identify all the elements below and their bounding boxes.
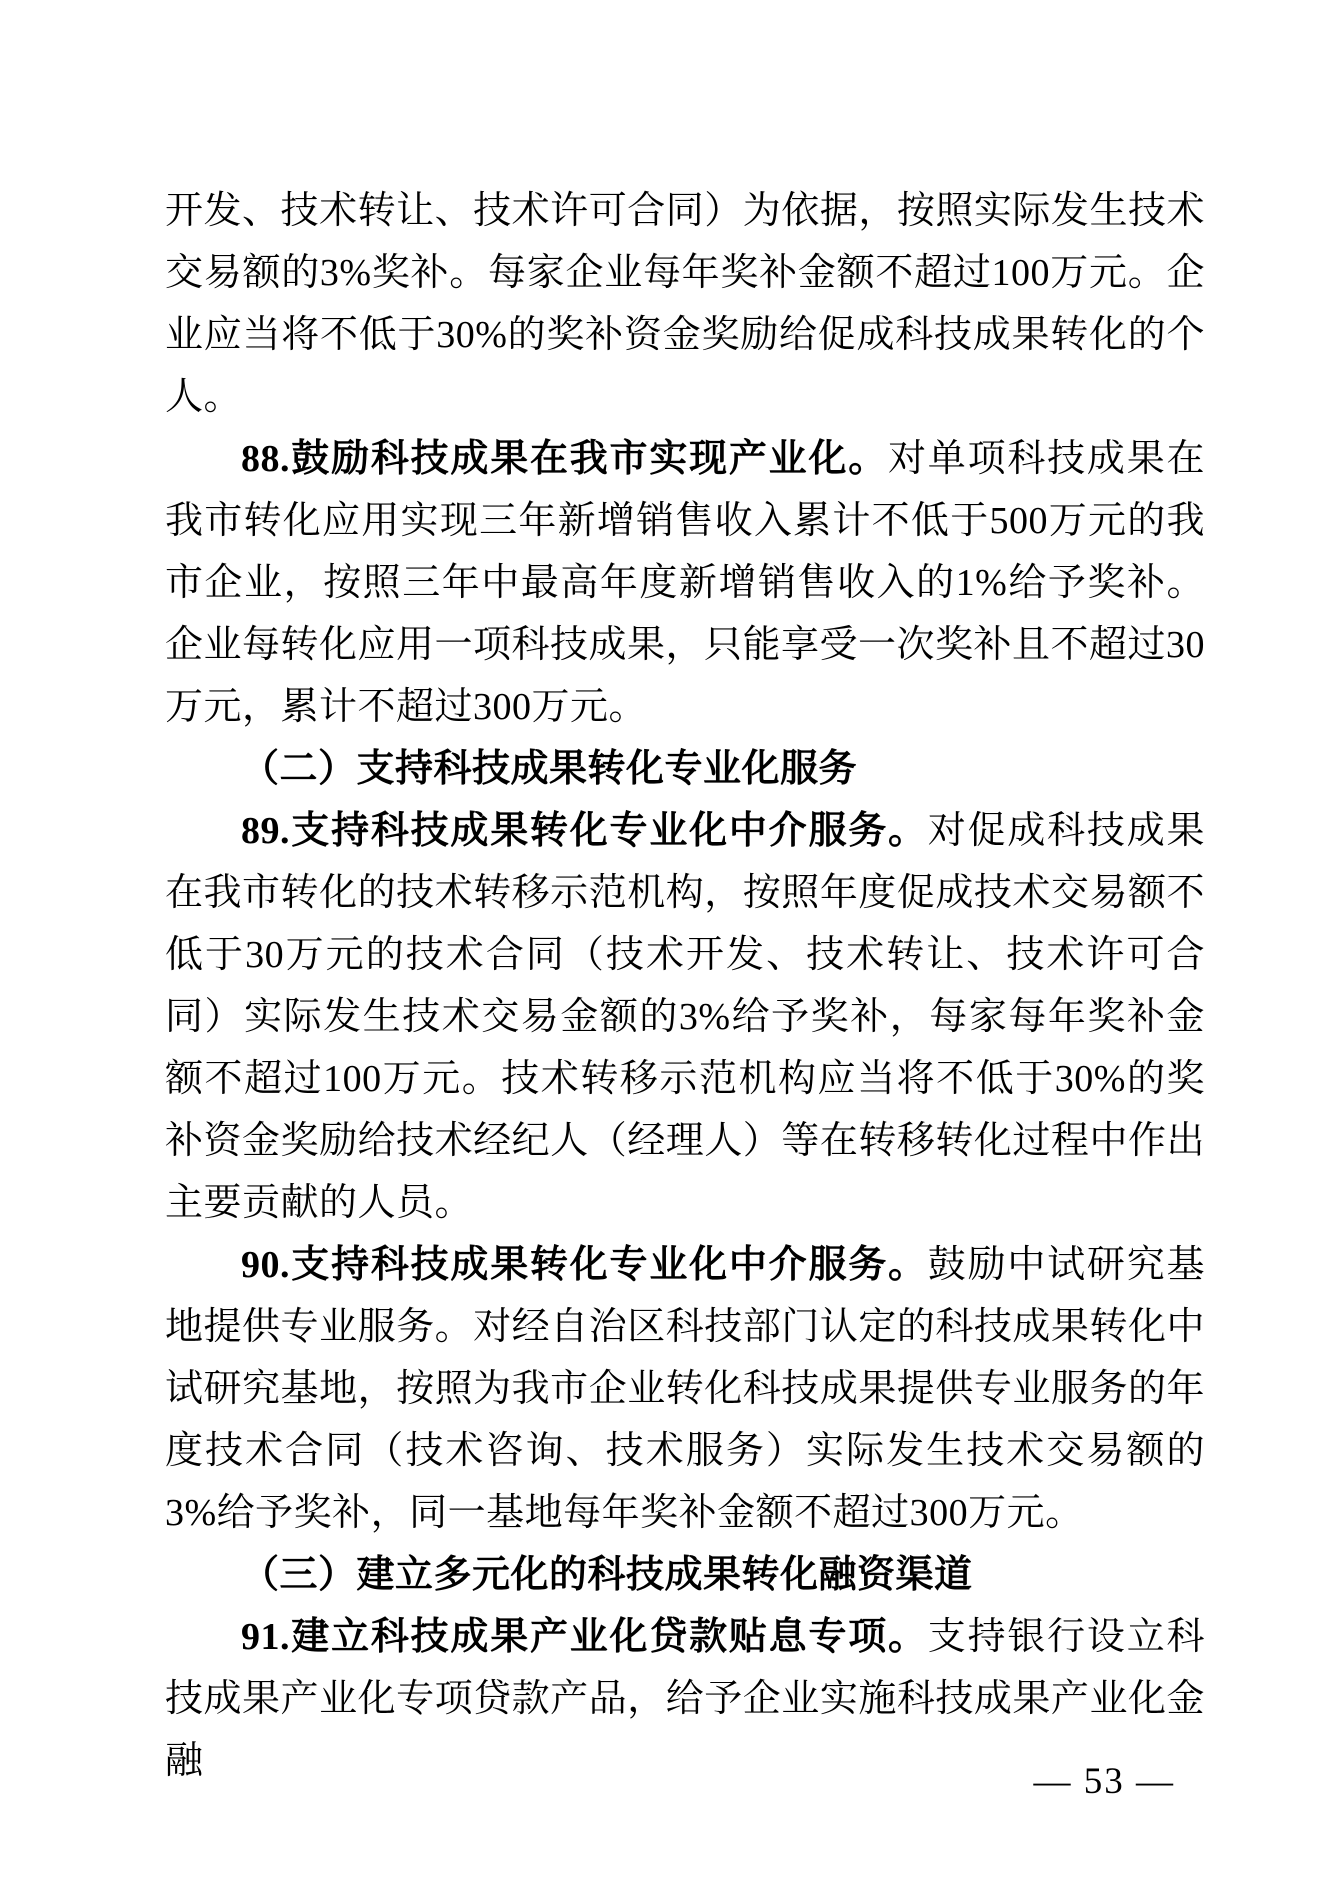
item-89-title: 89.支持科技成果转化专业化中介服务。 — [241, 810, 928, 852]
paragraph-text: 开发、技术转让、技术许可合同）为依据，按照实际发生技术交易额的3%奖补。每家企业每年奖补金额不超过100万元。企业应当将不低于30%的奖补资金奖励给促成科技成果转化的个人。 — [165, 190, 1205, 418]
item-89-paragraph — [165, 800, 1205, 1234]
page-number: — 53 — — [1033, 1761, 1175, 1802]
page-content — [165, 180, 1205, 1792]
item-88-title: 88.鼓励科技成果在我市实现产业化。 — [241, 438, 889, 480]
section-heading-2-text: （二）支持科技成果转化专业化服务 — [241, 748, 858, 790]
item-88-paragraph — [165, 428, 1205, 738]
item-90-paragraph — [165, 1234, 1205, 1544]
item-89-text: 对促成科技成果在我市转化的技术转移示范机构，按照年度促成技术交易额不低于30万元的技术合同（技术开发、技术转让、技术许可合同）实际发生技术交易金额的3%给予奖补，每家每年奖补金额不超过100万元。技术转移示范机构应当将不低于30%的奖补资金奖励给技术经纪人（经理人）等在转移转化过程中作出主要贡献的人员。 — [165, 810, 1205, 1224]
section-heading-2 — [165, 738, 1205, 800]
section-heading-3-text: （三）建立多元化的科技成果转化融资渠道 — [241, 1554, 973, 1596]
item-88-text: 对单项科技成果在我市转化应用实现三年新增销售收入累计不低于500万元的我市企业，按照三年中最高年度新增销售收入的1%给予奖补。企业每转化应用一项科技成果，只能享受一次奖补且不超过30万元，累计不超过300万元。 — [165, 438, 1206, 728]
paragraph-continuation — [165, 180, 1205, 428]
item-90-text: 鼓励中试研究基地提供专业服务。对经自治区科技部门认定的科技成果转化中试研究基地，按照为我市企业转化科技成果提供专业服务的年度技术合同（技术咨询、技术服务）实际发生技术交易额的3%给予奖补，同一基地每年奖补金额不超过300万元。 — [165, 1244, 1205, 1534]
item-90-title: 90.支持科技成果转化专业化中介服务。 — [241, 1244, 928, 1286]
section-heading-3 — [165, 1544, 1205, 1606]
item-91-text: 支持银行设立科技成果产业化专项贷款产品，给予企业实施科技成果产业化金融 — [165, 1616, 1205, 1782]
item-91-title: 91.建立科技成果产业化贷款贴息专项。 — [241, 1616, 928, 1658]
